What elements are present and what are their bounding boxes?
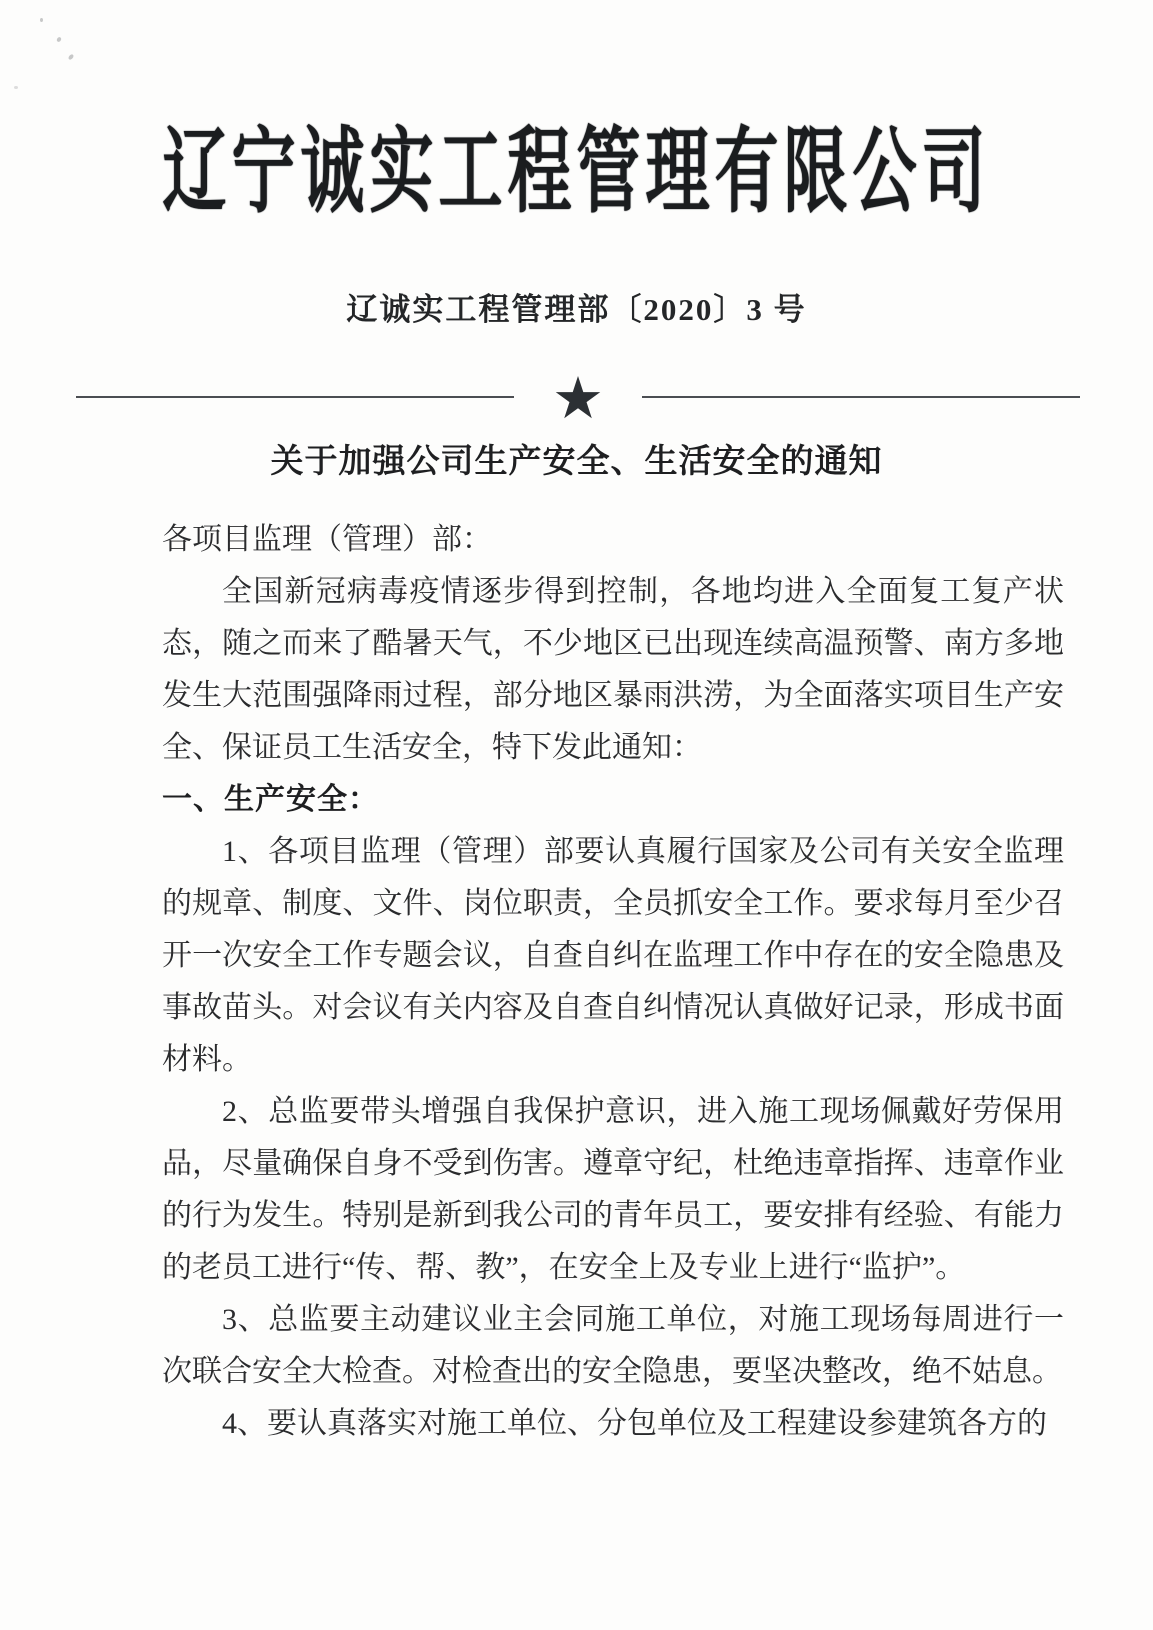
item-paragraph-3: 3、总监要主动建议业主会同施工单位，对施工现场每周进行一次联合安全大检查。对检查出的安全隐患，要坚决整改，绝不姑息。 bbox=[162, 1303, 1064, 1388]
scan-artifact bbox=[40, 18, 43, 22]
item-paragraph-2: 2、总监要带头增强自我保护意识，进入施工现场佩戴好劳保用品，尽量确保自身不受到伤害。遵章守纪，杜绝违章指挥、违章作业的行为发生。特别是新到我公司的青年员工，要安排有经验、有能力的老员工进行“传、帮、教”，在安全上及专业上进行“监护”。 bbox=[162, 1095, 1064, 1284]
star-icon: ★ bbox=[552, 366, 604, 431]
scan-artifact bbox=[14, 86, 18, 89]
section-heading-production-safety: 一、生产安全： bbox=[162, 783, 379, 816]
divider-line-left bbox=[76, 396, 514, 398]
notice-body bbox=[162, 514, 1064, 1450]
document-number: 辽诚实工程管理部〔2020〕3 号 bbox=[346, 292, 807, 327]
company-name-heading: 辽宁诚实工程管理有限公司 bbox=[162, 120, 991, 224]
item-paragraph-4: 4、要认真落实对施工单位、分包单位及工程建设参建筑各方的 bbox=[222, 1407, 1047, 1440]
divider-line-right bbox=[642, 396, 1080, 398]
item-paragraph-1: 1、各项目监理（管理）部要认真履行国家及公司有关安全监理的规章、制度、文件、岗位职责，全员抓安全工作。要求每月至少召开一次安全工作专题会议，自查自纠在监理工作中存在的安全隐患及事故苗头。对会议有关内容及自查自纠情况认真做好记录，形成书面材料。 bbox=[162, 835, 1064, 1076]
scan-artifact bbox=[68, 53, 75, 60]
intro-paragraph: 全国新冠病毒疫情逐步得到控制，各地均进入全面复工复产状态，随之而来了酷暑天气，不少地区已出现连续高温预警、南方多地发生大范围强降雨过程，部分地区暴雨洪涝，为全面落实项目生产安全、保证员工生活安全，特下发此通知： bbox=[162, 575, 1064, 764]
header-divider bbox=[76, 366, 1080, 431]
salutation: 各项目监理（管理）部： bbox=[162, 523, 492, 556]
notice-title: 关于加强公司生产安全、生活安全的通知 bbox=[270, 444, 883, 480]
scan-artifact bbox=[56, 36, 62, 42]
